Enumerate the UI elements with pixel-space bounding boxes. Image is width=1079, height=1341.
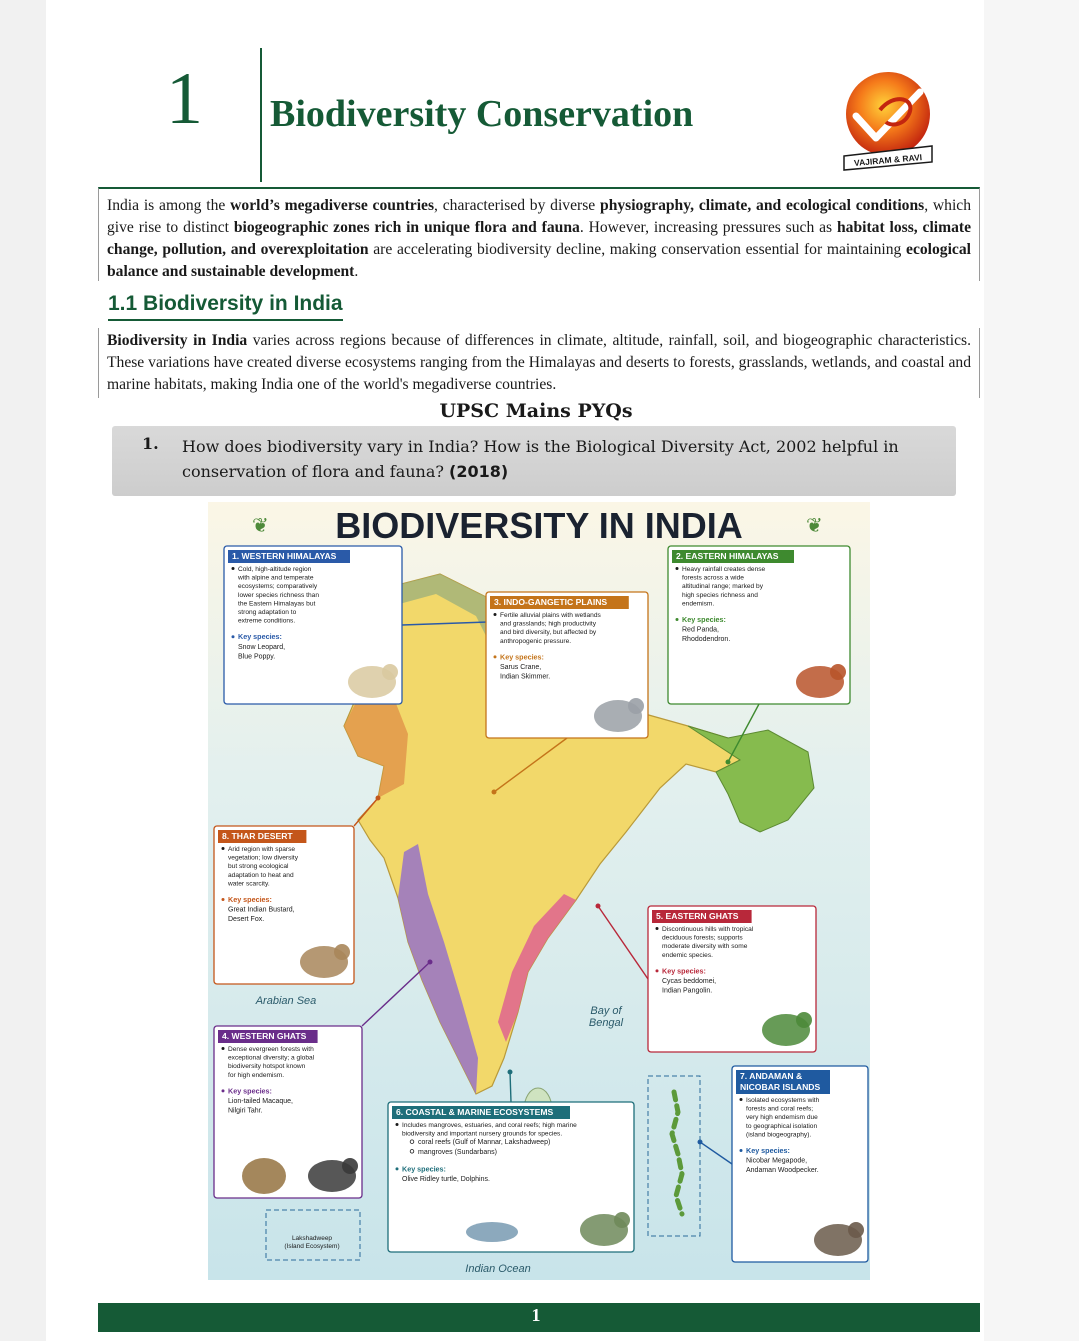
bullet — [740, 1149, 743, 1152]
callout-description: adaptation to heat and — [228, 871, 294, 879]
callout-description: with alpine and temperate — [238, 574, 314, 582]
bullet — [222, 898, 225, 901]
key-species: Nicobar Megapode, — [746, 1157, 808, 1165]
chapter-number: 1 — [166, 58, 203, 140]
right-margin — [984, 0, 1079, 1341]
text-run: . — [354, 263, 359, 280]
arabian-sea-label: Arabian Sea — [255, 995, 317, 1007]
bold-text: Biodiversity in India — [107, 332, 248, 349]
callout-description: forests across a wide — [682, 574, 744, 582]
key-species: Desert Fox. — [228, 916, 265, 924]
leaf-icon-right: ❦ — [806, 515, 823, 537]
chapter-title: Biodiversity Conservation — [270, 93, 694, 135]
text-run: . However, increasing pressures such as — [579, 219, 837, 236]
callout-description: lower species richness than — [238, 591, 319, 599]
callout-description: Discontinuous hills with tropical — [662, 926, 754, 933]
bullet — [494, 613, 497, 616]
bullet — [494, 655, 497, 658]
pyq-question — [182, 434, 942, 484]
key-species: Cycas beddomei, — [662, 978, 717, 985]
bullet — [656, 927, 659, 930]
section-body — [98, 328, 980, 398]
svg-text:VAJIRAM & RAVI: VAJIRAM & RAVI — [853, 152, 923, 168]
callout-title: 3. INDO-GANGETIC PLAINS — [494, 597, 608, 607]
intro-box — [98, 187, 980, 281]
bullet — [396, 1167, 399, 1170]
bold-text: physiography, climate, and ecological conditions — [600, 197, 925, 214]
bullet — [232, 567, 235, 570]
callout-title: 1. WESTERN HIMALAYAS — [232, 551, 337, 561]
text-run: , which give rise to distinct — [107, 197, 971, 236]
text-run: , characterised by diverse — [434, 197, 601, 214]
callout-title: 2. EASTERN HIMALAYAS — [676, 551, 779, 561]
callout-description: Fertile alluvial plains with wetlands — [500, 612, 601, 619]
callout-description: to geographical isolation — [746, 1122, 818, 1130]
bay-of-bengal-label-line1: Bay of — [590, 1005, 622, 1017]
intro-paragraph — [107, 195, 971, 283]
section-paragraph — [107, 330, 971, 396]
bullet — [396, 1123, 399, 1126]
callout-description: strong adaptation to — [238, 609, 297, 616]
callout-description: endemism. — [682, 600, 715, 608]
vajiram-ravi-logo — [832, 70, 944, 172]
leader-dot — [376, 796, 381, 801]
bold-text: ecological balance and sustainable development — [107, 241, 971, 280]
callout-title: 5. EASTERN GHATS — [656, 911, 739, 921]
pyq-title: UPSC Mains PYQs — [439, 400, 633, 422]
callout-description: forests and coral reefs; — [746, 1105, 814, 1113]
key-species: Nilgiri Tahr. — [228, 1107, 263, 1115]
bullet — [222, 1089, 225, 1092]
bullet — [740, 1098, 743, 1101]
callout-description: ecosystems; comparatively — [238, 583, 318, 591]
text-run: varies across regions because of differences in climate, altitude, rainfall, soil, and biogeographic characteristics. These variations have created diverse ecosystems ranging from the Himalayas and deserts to forests, grasslands, wetlands, and coastal and marine habitats, making India one of the world's megadiverse countries. — [107, 332, 971, 393]
pyq-box — [112, 426, 956, 496]
key-species: Olive Ridley turtle, Dolphins. — [402, 1176, 490, 1183]
lakshadweep-sublabel: (Island Ecosystem) — [284, 1243, 340, 1250]
key-species: Indian Pangolin. — [662, 987, 713, 995]
pyq-question-text: How does biodiversity vary in India? How is the Biological Diversity Act, 2002 helpful in conservation of flora and fauna? — [182, 437, 899, 481]
key-species: Lion-tailed Macaque, — [228, 1098, 293, 1105]
bold-text: habitat loss, climate change, pollution, and overexploitation — [107, 219, 972, 258]
page-number: 1 — [531, 1305, 541, 1325]
key-species: Great Indian Bustard, — [228, 906, 295, 914]
callout-description: Dense evergreen forests with — [228, 1046, 314, 1053]
lakshadweep-label: Lakshadweep — [291, 1235, 333, 1242]
callout-description: altitudinal range; marked by — [682, 583, 764, 591]
pyq-year: (2018) — [449, 462, 509, 481]
callout-description: water scarcity. — [228, 880, 270, 888]
key-species-label: Key species: — [682, 615, 726, 624]
bullet — [676, 618, 679, 621]
callout-description: deciduous forests; supports — [662, 934, 743, 942]
callout-description: anthropogenic pressure. — [500, 637, 572, 645]
callout-description: endemic species. — [662, 951, 713, 959]
indian-ocean-label: Indian Ocean — [465, 1263, 531, 1275]
bold-text: biogeographic zones rich in unique flora and fauna — [233, 219, 580, 236]
callout-sub-item: coral reefs (Gulf of Mannar, Lakshadweep) — [418, 1139, 551, 1147]
bold-text: world’s megadiverse countries — [230, 197, 435, 214]
callout-description: and bird diversity, but affected by — [500, 629, 597, 637]
callout-title: 6. COASTAL & MARINE ECOSYSTEMS — [396, 1107, 554, 1117]
leader-dot — [492, 790, 497, 795]
callout-description: but strong ecological — [228, 863, 289, 871]
key-species: Andaman Woodpecker. — [746, 1167, 819, 1175]
key-species: Blue Poppy. — [238, 653, 276, 661]
callout-description: and grasslands; high productivity — [500, 620, 597, 628]
key-species: Sarus Crane, — [500, 664, 542, 671]
callout-description: Heavy rainfall creates dense — [682, 566, 766, 573]
leader-line — [510, 1072, 511, 1102]
bullet — [232, 635, 235, 638]
key-species-label: Key species: — [228, 1086, 272, 1096]
callout-description: biodiversity hotspot known — [228, 1063, 306, 1071]
key-species: Snow Leopard, — [238, 643, 286, 651]
pyq-number: 1. — [142, 434, 159, 453]
infographic-title: BIODIVERSITY IN INDIA — [335, 505, 743, 546]
leader-dot — [428, 960, 433, 965]
callout-description: Includes mangroves, estuaries, and coral reefs; high marine — [402, 1122, 577, 1129]
key-species-label: Key species: — [662, 966, 706, 976]
callout-sub-item: mangroves (Sundarbans) — [418, 1148, 497, 1156]
leader-dot — [508, 1070, 513, 1075]
callout-description: very high endemism due — [746, 1114, 818, 1122]
callout-description: the Eastern Himalayas but — [238, 600, 316, 608]
biodiversity-map-infographic — [208, 502, 870, 1280]
bay-of-bengal-label-line2: Bengal — [588, 1017, 624, 1029]
callout-title: 4. WESTERN GHATS — [222, 1031, 307, 1041]
bullet — [222, 1047, 225, 1050]
callout-description: extreme conditions. — [238, 617, 296, 625]
callout-description: moderate diversity with some — [662, 943, 748, 951]
section-heading: 1.1 Biodiversity in India — [108, 292, 343, 321]
callout-title: 8. THAR DESERT — [222, 831, 293, 841]
bullet — [656, 969, 659, 972]
chapter-divider — [260, 48, 262, 182]
leader-dot — [596, 904, 601, 909]
key-species: Indian Skimmer. — [500, 673, 551, 681]
callout-description: Isolated ecosystems with — [746, 1097, 820, 1104]
leader-dot — [726, 760, 731, 765]
text-run: are accelerating biodiversity decline, making conservation essential for maintaining — [368, 241, 907, 258]
callout-description: exceptional diversity; a global — [228, 1054, 315, 1062]
key-species: Rhododendron. — [682, 636, 731, 644]
callout-title: 7. ANDAMAN & — [740, 1071, 803, 1081]
callout-title: NICOBAR ISLANDS — [740, 1082, 821, 1092]
callout-description: Cold, high-altitude region — [238, 566, 312, 573]
key-species-label: Key species: — [238, 632, 282, 642]
callout-description: high species richness and — [682, 591, 758, 599]
callout-description: (island biogeography). — [746, 1131, 812, 1139]
key-species-label: Key species: — [746, 1146, 790, 1155]
document-page — [46, 0, 984, 1341]
key-species-label: Key species: — [500, 652, 544, 662]
key-species-label: Key species: — [228, 895, 272, 904]
leaf-icon-left: ❦ — [252, 515, 269, 537]
key-species: Red Panda, — [682, 626, 719, 634]
text-run: India is among the — [107, 197, 231, 214]
bullet — [676, 567, 679, 570]
bullet — [222, 847, 225, 850]
callout-description: for high endemism. — [228, 1071, 285, 1079]
callout-description: vegetation; low diversity — [228, 854, 299, 862]
key-species-label: Key species: — [402, 1164, 446, 1174]
callout-description: Arid region with sparse — [228, 846, 296, 853]
callout-description: biodiversity and important nursery grounds for species. — [402, 1130, 563, 1138]
